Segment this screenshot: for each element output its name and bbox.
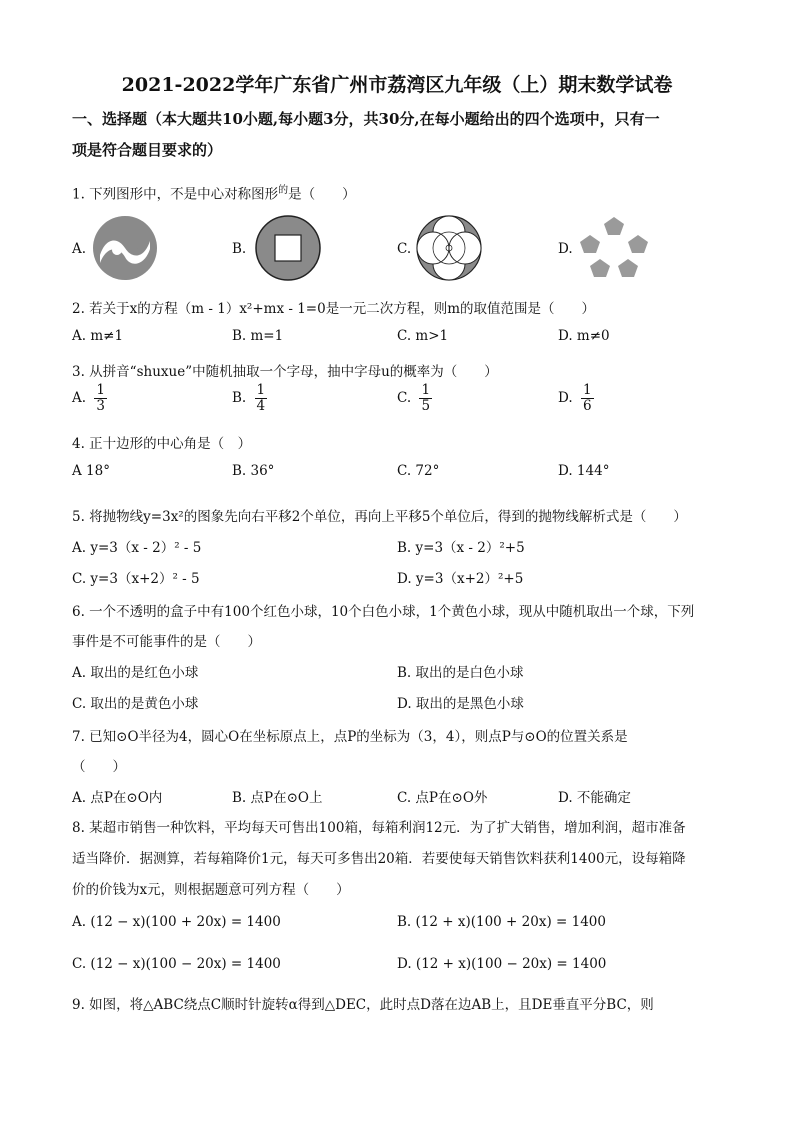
q1-stem-text: 1. 下列图形中，不是中心对称图形 [72,186,279,203]
question-8-stem-line3: 价的价钱为x元，则根据题意可列方程（ ） [72,882,350,898]
q3-option-d-fraction [581,383,594,414]
q1-stem-sup: 的 [278,185,289,196]
question-4-stem: 4. 正十边形的中心角是（ ） [72,436,252,452]
q3-option-a-label: A. [72,389,87,406]
q3-option-d-label: D. [558,389,573,406]
q4-option-d: D. 144° [558,463,610,479]
q3-option-b-label: B. [232,389,247,406]
q6-option-a: A. 取出的是红色小球 [72,665,199,681]
question-3-stem: 3. 从拼音“shuxue”中随机抽取一个字母，抽中字母u的概率为（ ） [72,364,498,380]
q3-d-numerator: 1 [582,382,592,398]
q3-option-a [72,383,107,414]
q3-option-b [232,383,267,414]
q3-option-b-fraction [255,383,268,414]
page-title: 2021-2022学年广东省广州市荔湾区九年级（上）期末数学试卷 [121,74,673,96]
question-6-stem-line2: 事件是不可能事件的是（ ） [72,634,261,650]
q8-option-a: A. (12 − x)(100 + 20x) = 1400 [72,914,281,930]
question-5-stem: 5. 将抛物线y=3x²的图象先向右平移2个单位，再向上平移5个单位后，得到的抛物线解析式是（ ） [72,509,687,525]
q4-option-a: A 18° [72,463,110,479]
q7-option-c: C. 点P在⊙O外 [397,790,488,806]
question-7-stem-line1: 7. 已知⊙O半径为4，圆心O在坐标原点上，点P的坐标为（3，4），则点P与⊙O的位置关系是 [72,729,628,745]
q3-b-numerator: 1 [256,382,266,398]
figure-a-yinyang-icon [92,215,158,281]
q3-option-d [558,383,594,414]
q3-option-c [397,383,432,414]
question-7-stem-line2: （ ） [72,759,126,775]
q2-option-c: C. m>1 [397,328,449,344]
q3-b-denominator: 4 [256,397,266,414]
q1-option-b-label: B. [232,241,247,257]
q4-option-b: B. 36° [232,463,275,479]
q3-c-numerator: 1 [421,382,431,398]
q3-c-denominator: 5 [421,397,431,414]
q3-d-denominator: 6 [582,397,592,414]
q2-option-a: A. m≠1 [72,328,124,344]
q4-option-c: C. 72° [397,463,440,479]
q2-option-d: D. m≠0 [558,328,610,344]
q1-stem-end: 是（ ） [288,186,356,203]
q6-option-c: C. 取出的是黄色小球 [72,696,199,712]
q1-option-c-label: C. [397,241,412,257]
q6-option-b: B. 取出的是白色小球 [397,665,524,681]
q7-option-b: B. 点P在⊙O上 [232,790,323,806]
q7-option-a: A. 点P在⊙O内 [72,790,163,806]
q1-option-a-label: A. [72,241,87,257]
question-8-stem-line1: 8. 某超市销售一种饮料，平均每天可售出100箱，每箱利润12元．为了扩大销售，增加利润，超市准备 [72,820,686,836]
question-9-stem: 9. 如图，将△ABC绕点C顺时针旋转α得到△DEC，此时点D落在边AB上，且DE垂直平分BC，则 [72,997,654,1013]
question-6-stem-line1: 6. 一个不透明的盒子中有100个红色小球，10个白色小球，1个黄色小球，现从中随机取出一个球，下列 [72,604,695,620]
q8-option-b: B. (12 + x)(100 + 20x) = 1400 [397,914,606,930]
q8-option-c: C. (12 − x)(100 − 20x) = 1400 [72,956,281,972]
q5-option-d: D. y=3（x+2）²+5 [397,571,524,587]
question-2-stem: 2. 若关于x的方程（m - 1）x²+mx - 1=0是一元二次方程，则m的取值范围是（ ） [72,301,596,317]
figure-d-pentagons-icon [578,215,650,281]
question-8-stem-line2: 适当降价．据测算，若每箱降价1元，每天可多售出20箱．若要使每天销售饮料获利1400元，设每箱降 [72,851,686,867]
q3-a-numerator: 1 [96,382,105,398]
q5-option-b: B. y=3（x - 2）²+5 [397,540,525,556]
q3-option-c-fraction [419,383,432,414]
q3-option-c-label: C. [397,389,412,406]
q8-option-d: D. (12 + x)(100 − 20x) = 1400 [397,956,607,972]
question-1-stem [72,181,356,203]
q1-option-d-label: D. [558,241,573,257]
q5-option-a: A. y=3（x - 2）² - 5 [72,540,202,556]
section-heading-line2: 项是符合题目要求的） [72,141,223,159]
q7-option-d: D. 不能确定 [558,790,631,806]
q5-option-c: C. y=3（x+2）² - 5 [72,571,200,587]
q6-option-d: D. 取出的是黑色小球 [397,696,524,712]
q3-a-denominator: 3 [96,397,105,414]
figure-c-petals-icon [416,215,482,281]
q3-option-a-fraction [94,383,107,414]
figure-b-coin-icon [255,215,321,281]
q2-option-b: B. m=1 [232,328,284,344]
section-heading-line1: 一、选择题（本大题共10小题,每小题3分，共30分,在每小题给出的四个选项中，只有一 [72,110,660,128]
